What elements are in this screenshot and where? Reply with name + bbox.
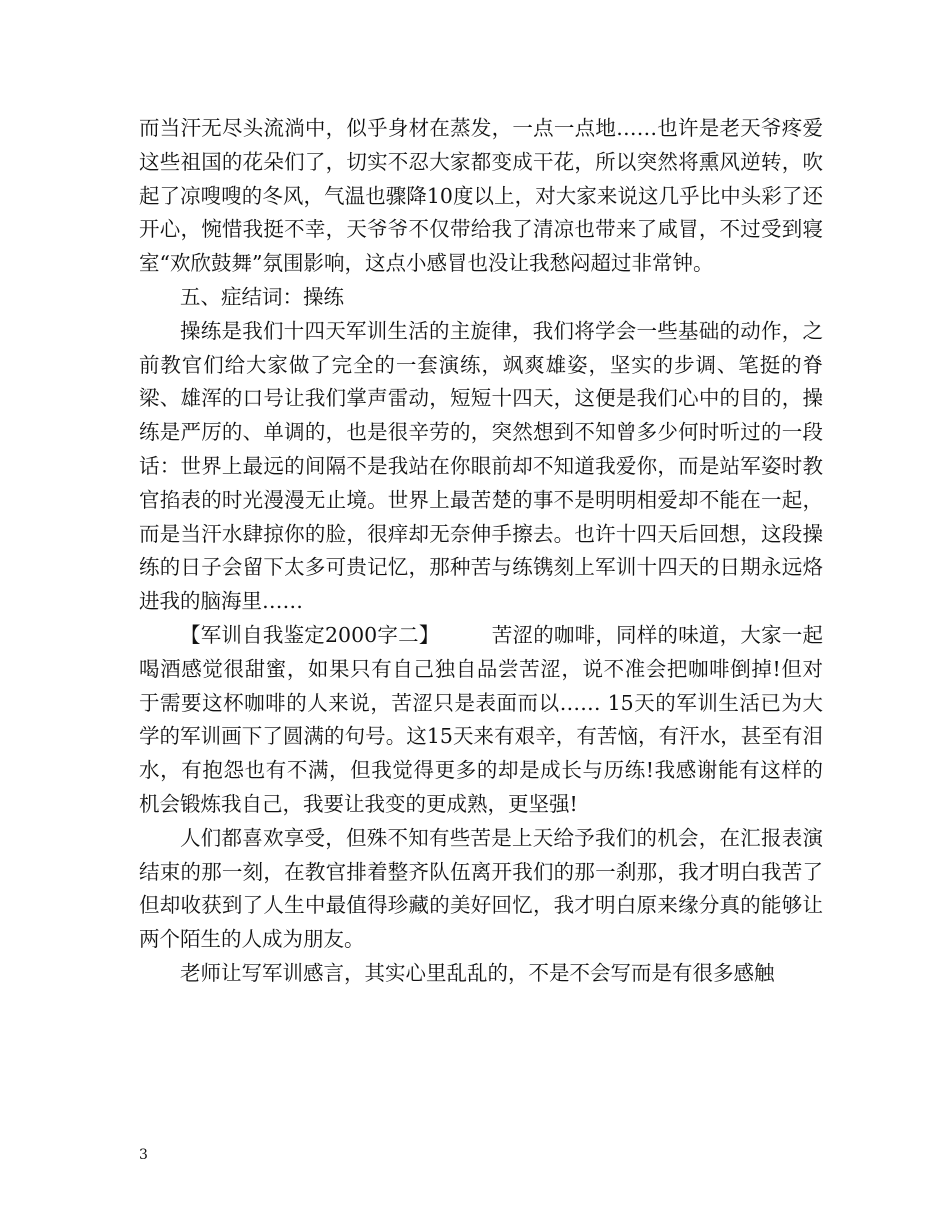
- paragraph-self-assessment-text: 苦涩的咖啡，同样的味道，大家一起喝酒感觉很甜蜜，如果只有自己独自品尝苦涩，说不准会把咖啡倒掉!但对于需要这杯咖啡的人来说，苦涩只是表面而以…… 15天的军训生活已为大学的军训画下了圆满的句号。这15天来有艰辛，有苦恼，有汗水，甚至有泪水，有抱怨也有不满，但我觉得更多的却是成长与历练!我感谢能有这样的机会锻炼我自己，我要让我变的更成熟，更坚强!: [139, 622, 823, 816]
- inline-heading: 【军训自我鉴定2000字二】: [180, 622, 440, 647]
- section-heading: 五、症结词：操练: [180, 284, 344, 309]
- page-number: 3: [139, 1147, 148, 1163]
- paragraph-continuation: 而当汗无尽头流淌中，似乎身材在蒸发，一点一点地……也许是老天爷疼爱这些祖国的花朵们了，切实不忍大家都变成干花，所以突然将熏风逆转，吹起了凉嗖嗖的冬风，气温也骤降10度以上，对大家来说这几乎比中头彩了还开心，惋惜我挺不幸，天爷爷不仅带给我了清凉也带来了咸冒，不过受到寝室“欢欣鼓舞”氛围影响，这点小感冒也没让我愁闷超过非常钟。: [139, 116, 823, 276]
- body-text: [139, 112, 823, 991]
- paragraph-drill: 操练是我们十四天军训生活的主旋律，我们将学会一些基础的动作，之前教官们给大家做了完全的一套演练，飒爽雄姿，坚实的步调、笔挺的脊梁、雄浑的口号让我们掌声雷动，短短十四天，这便是我们心中的目的，操练是严厉的、单调的，也是很辛劳的，突然想到不知曾多少何时听过的一段话：世界上最远的间隔不是我站在你眼前却不知道我爱你，而是站军姿时教官掐表的时光漫漫无止境。世界上最苦楚的事不是明明相爱却不能在一起，而是当汗水肆掠你的脸，很痒却无奈伸手擦去。也许十四天后回想，这段操练的日子会留下太多可贵记忆，那种苦与练镌刻上军训十四天的日期永远烙进我的脑海里……: [139, 318, 823, 614]
- paragraph-teacher: 老师让写军训感言，其实心里乱乱的，不是不会写而是有很多感触: [180, 960, 775, 985]
- paragraph-enjoyment: 人们都喜欢享受，但殊不知有些苦是上天给予我们的机会，在汇报表演结束的那一刻，在教官排着整齐队伍离开我们的那一刹那，我才明白我苦了但却收获到了人生中最值得珍藏的美好回忆，我才明白原来缘分真的能够让两个陌生的人成为朋友。: [139, 825, 823, 952]
- paragraph-self-assessment: [139, 619, 823, 822]
